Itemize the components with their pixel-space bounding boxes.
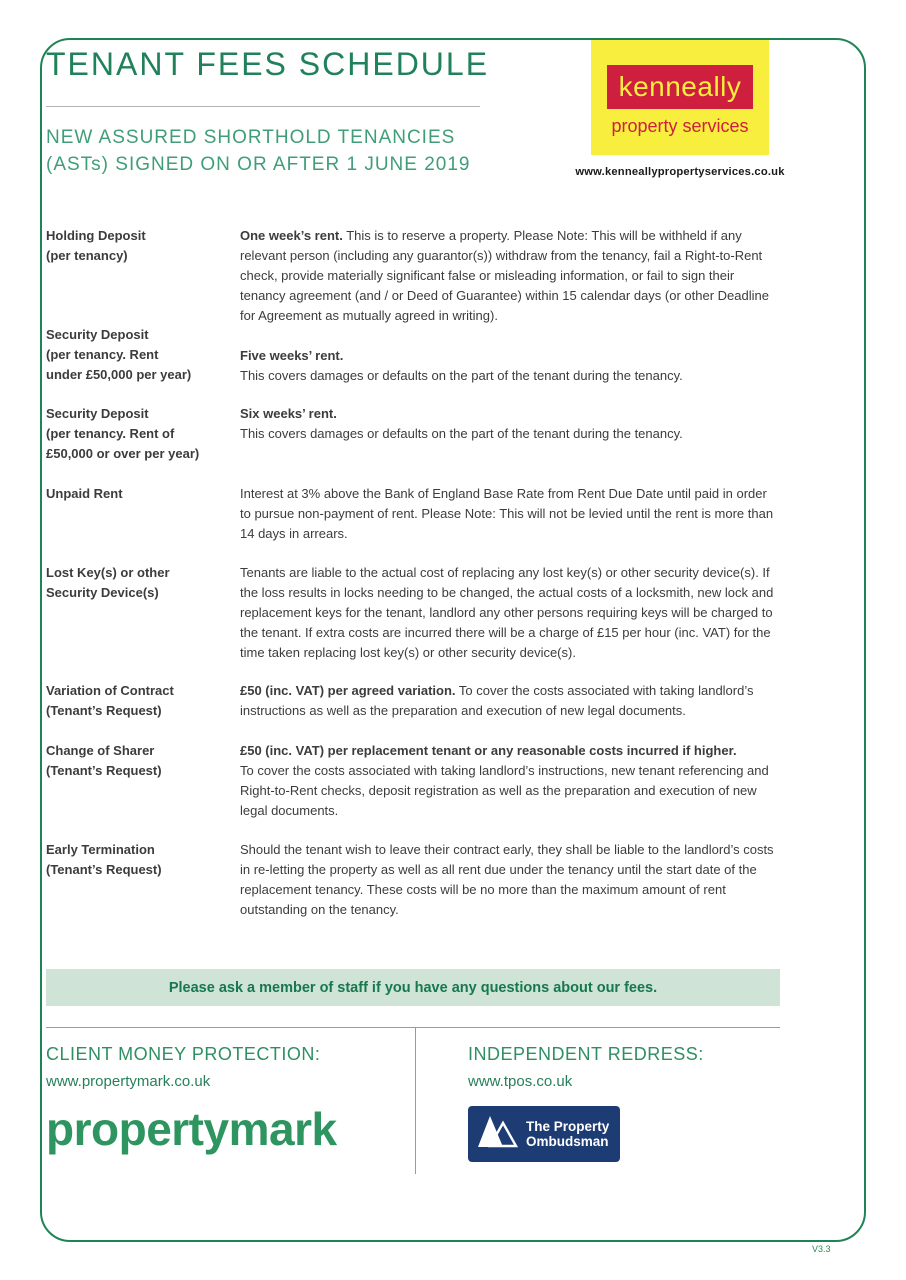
fee-row — [46, 681, 780, 721]
page-subtitle — [46, 124, 470, 178]
tpo-logo — [468, 1106, 620, 1162]
fee-label: Early Termination (Tenant’s Request) — [46, 842, 162, 877]
fee-description: Five weeks’ rent. This covers damages or defaults on the part of the tenant during the tenancy. — [240, 348, 683, 383]
fee-label: Holding Deposit (per tenancy) — [46, 228, 146, 263]
questions-banner-text: Please ask a member of staff if you have any questions about our fees. — [168, 979, 658, 996]
fee-label: Lost Key(s) or other Security Device(s) — [46, 565, 170, 600]
fee-description: Interest at 3% above the Bank of England Base Rate from Rent Due Date until paid in order to pursue non-payment of rent. Please Note: This will not be levied until the rent is more than 14 days in arrears. — [240, 486, 774, 541]
kenneally-logo-name: kenneally — [607, 65, 753, 109]
client-money-protection-section — [46, 1042, 396, 1154]
propertymark-logo: propertymark — [46, 1103, 337, 1155]
fee-label: Variation of Contract (Tenant’s Request) — [46, 683, 174, 718]
fee-description: One week’s rent. This is to reserve a property. Please Note: This will be withheld if any relevant person (including any guarantor(s)) withdraw from the tenancy, fail a Right-to-Rent check, provide materially significant false or misleading information, or fail to sign their tenancy agreement (and / or Deed of Guarantee) within 15 calendar days (or other Deadline for Agreement as mutually agreed in writing). — [240, 228, 769, 323]
kenneally-logo — [591, 40, 769, 155]
fee-row — [46, 563, 780, 663]
fee-label: Security Deposit (per tenancy. Rent under £50,000 per year) — [46, 327, 192, 382]
tpo-logo-line-2: Ombudsman — [526, 1134, 609, 1149]
kenneally-logo-tagline: property services — [611, 116, 749, 136]
fee-row — [46, 325, 780, 386]
fee-label: Unpaid Rent — [46, 486, 123, 501]
footer-vertical-divider — [415, 1027, 416, 1174]
fee-description: Tenants are liable to the actual cost of replacing any lost key(s) or other security device(s). If the loss results in locks needing to be changed, the actual costs of a locksmith, new lock and replacement keys for the tenant, landlord any other persons requiring keys will be charged to the tenant. If extra costs are incurred there will be a charge of £15 per hour (inc. VAT) for the time taken replacing lost key(s) or other security device(s). — [240, 565, 774, 660]
subtitle-line-2: (ASTs) SIGNED ON OR AFTER 1 JUNE 2019 — [46, 154, 471, 175]
kenneally-website-url[interactable]: www.kenneallypropertyservices.co.uk — [575, 166, 785, 178]
subtitle-line-1: NEW ASSURED SHORTHOLD TENANCIES — [46, 127, 456, 148]
page-title: TENANT FEES SCHEDULE — [46, 46, 490, 82]
fee-row — [46, 484, 780, 544]
questions-banner — [46, 969, 780, 1006]
fee-row — [46, 741, 780, 821]
fee-description: £50 (inc. VAT) per agreed variation. To cover the costs associated with taking landlord’s instructions as well as the preparation and execution of new legal documents. — [240, 683, 754, 718]
propertymark-url[interactable]: www.propertymark.co.uk — [46, 1073, 211, 1090]
fee-label: Security Deposit (per tenancy. Rent of £50,000 or over per year) — [46, 406, 200, 461]
version-label: V3.3 — [812, 1244, 831, 1254]
footer-top-divider — [46, 1027, 780, 1028]
agency-logo-column — [575, 40, 785, 178]
fee-table — [46, 226, 780, 920]
tpo-logo-text — [526, 1119, 609, 1150]
independent-redress-heading: INDEPENDENT REDRESS: — [468, 1044, 704, 1064]
fee-description: Six weeks’ rent. This covers damages or defaults on the part of the tenant during the tenancy. — [240, 406, 683, 441]
client-money-protection-heading: CLIENT MONEY PROTECTION: — [46, 1044, 321, 1064]
fee-label: Change of Sharer (Tenant’s Request) — [46, 743, 162, 778]
title-divider — [46, 106, 480, 107]
fee-description: Should the tenant wish to leave their contract early, they shall be liable to the landlord’s costs in re-letting the property as well as all rent due under the tenancy until the start date of the replacement tenancy. These costs will be no more than the maximum amount of rent outstanding on the tenancy. — [240, 842, 774, 917]
fee-row — [46, 404, 780, 464]
fee-row — [46, 840, 780, 920]
independent-redress-section — [468, 1042, 768, 1162]
fee-row — [46, 226, 780, 326]
tpo-logo-line-1: The Property — [526, 1118, 610, 1134]
tpo-triangle-icon — [476, 1114, 518, 1155]
fee-description: £50 (inc. VAT) per replacement tenant or any reasonable costs incurred if higher. To cover the costs associated with taking landlord’s instructions, new tenant referencing and Right-to-Rent checks, deposit registration as well as the preparation and execution of new legal documents. — [240, 743, 769, 818]
tpos-url[interactable]: www.tpos.co.uk — [468, 1073, 573, 1090]
